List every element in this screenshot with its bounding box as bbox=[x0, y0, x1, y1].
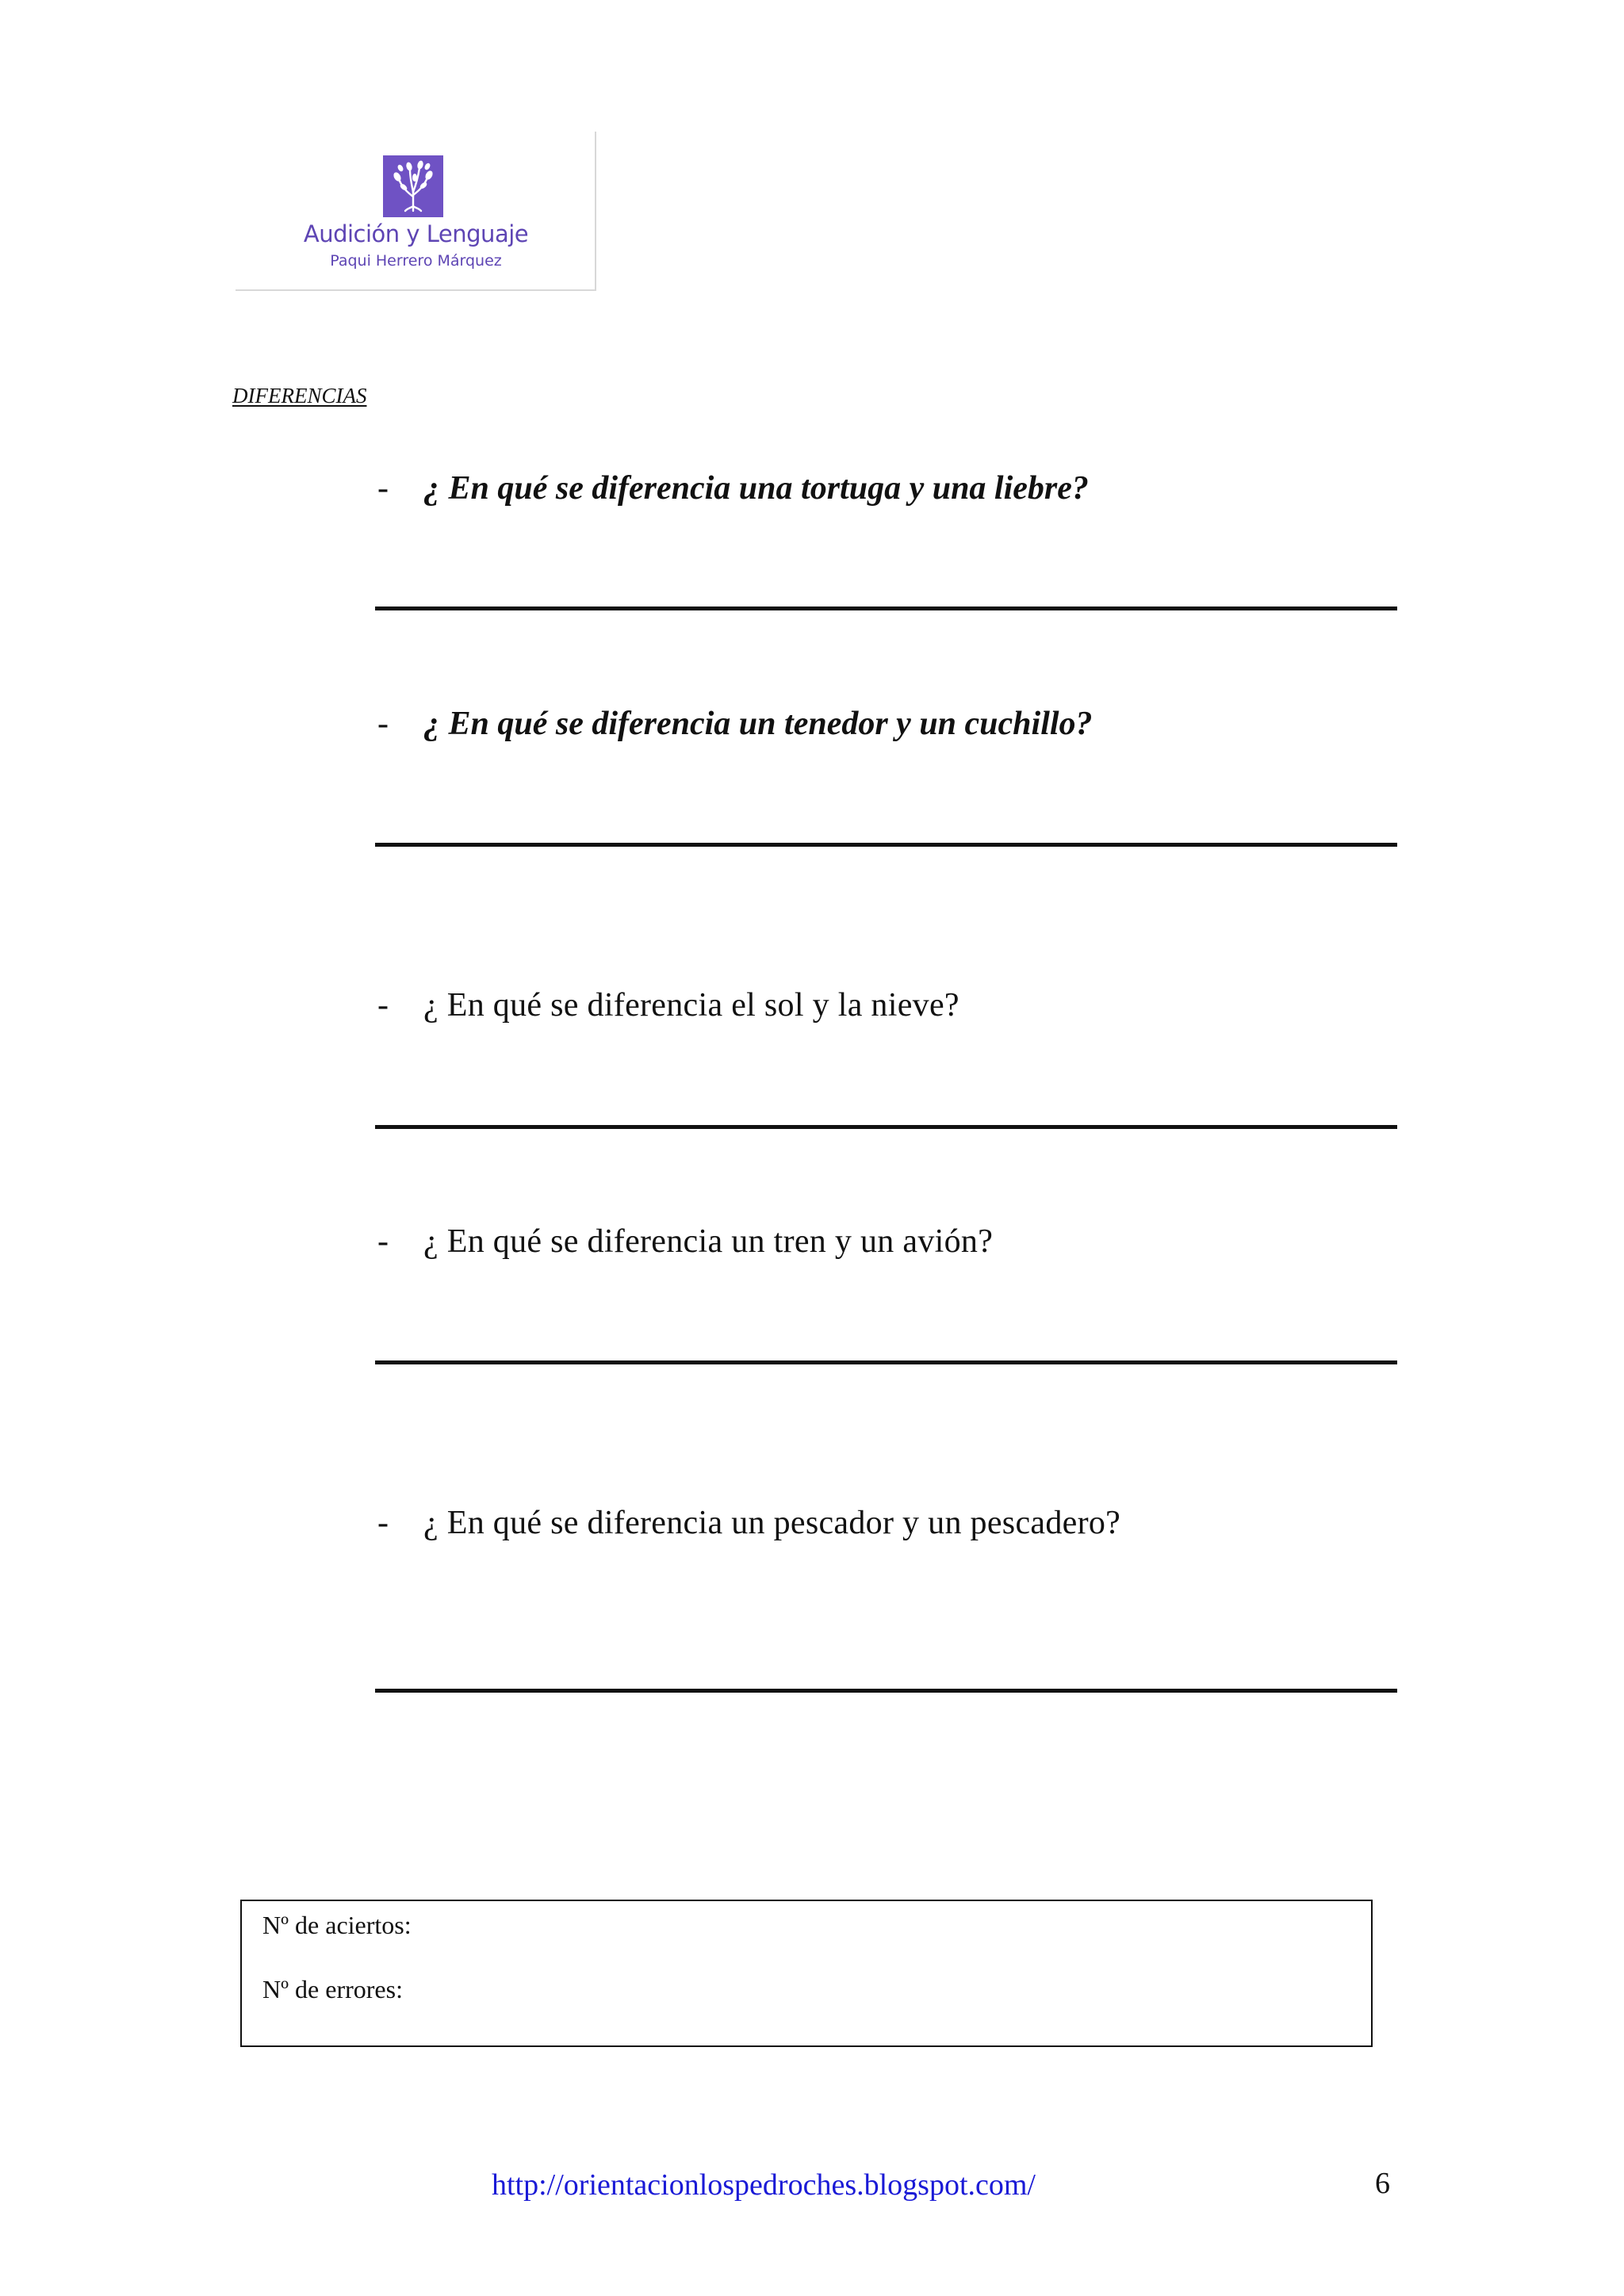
question-bullet: - bbox=[377, 987, 389, 1024]
question-text: ¿ En qué se diferencia una tortuga y una liebre? bbox=[423, 470, 1089, 507]
score-box bbox=[240, 1900, 1373, 2047]
tree-icon bbox=[383, 155, 443, 217]
answer-line[interactable] bbox=[375, 1360, 1397, 1364]
errors-count-label: Nº de errores: bbox=[262, 1975, 403, 2003]
question-bullet: - bbox=[377, 1505, 389, 1541]
question-bullet: - bbox=[377, 470, 389, 507]
answer-line[interactable] bbox=[375, 1125, 1397, 1129]
answer-line[interactable] bbox=[375, 1689, 1397, 1693]
logo-subtitle: Paqui Herrero Márquez bbox=[330, 252, 502, 270]
logo bbox=[236, 132, 596, 291]
question-text: ¿ En qué se diferencia un pescador y un pescadero? bbox=[423, 1505, 1121, 1541]
page-number: 6 bbox=[1375, 2167, 1390, 2200]
answer-line[interactable] bbox=[375, 607, 1397, 610]
question-text: ¿ En qué se diferencia el sol y la nieve? bbox=[423, 987, 959, 1024]
section-heading: DIFERENCIAS bbox=[232, 384, 367, 408]
question-bullet: - bbox=[377, 1223, 389, 1260]
answer-line[interactable] bbox=[375, 843, 1397, 847]
question-bullet: - bbox=[377, 706, 389, 742]
logo-title: Audición y Lenguaje bbox=[303, 220, 529, 247]
footer-link[interactable]: http://orientacionlospedroches.blogspot.com/ bbox=[492, 2168, 1036, 2202]
question-text: ¿ En qué se diferencia un tren y un avión? bbox=[423, 1223, 994, 1260]
question-text: ¿ En qué se diferencia un tenedor y un cuchillo? bbox=[423, 706, 1093, 742]
correct-count-label: Nº de aciertos: bbox=[262, 1911, 412, 1939]
